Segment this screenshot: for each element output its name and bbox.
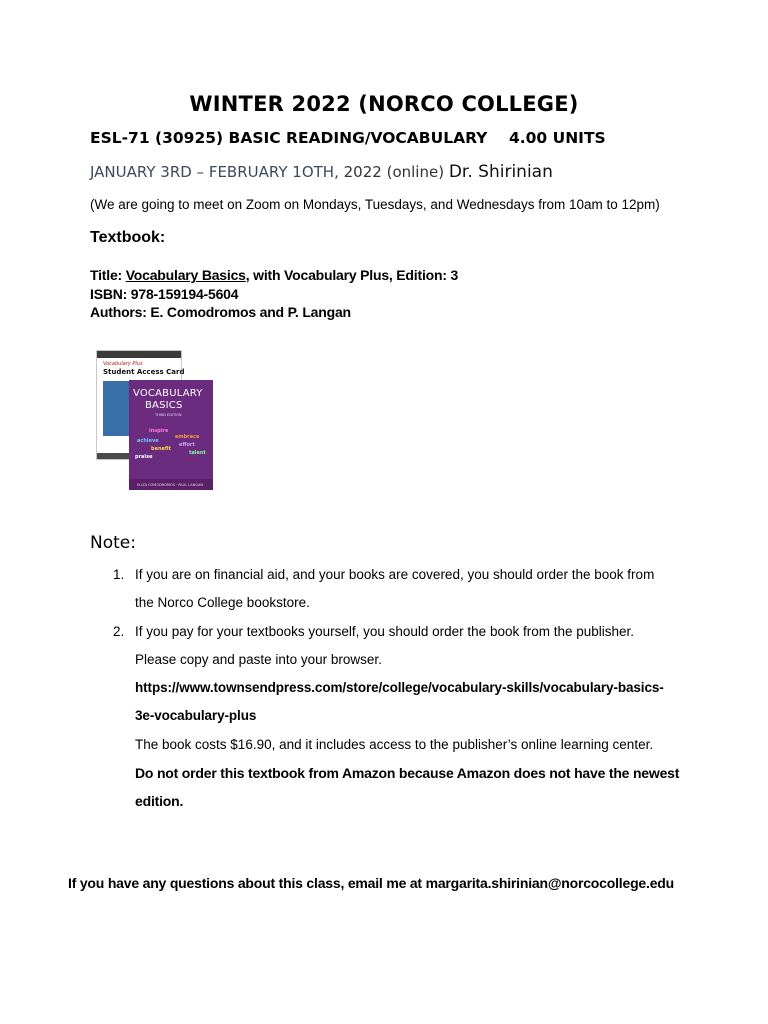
title-label: Title: (90, 267, 126, 283)
meeting-info: (We are going to meet on Zoom on Mondays, Tuesdays, and Wednesdays from 10am to 12pm) (90, 197, 660, 212)
amazon-warning-cont: edition. (135, 793, 184, 809)
page-title: WINTER 2022 (NORCO COLLEGE) (189, 92, 579, 116)
book-title: Vocabulary Basics (125, 267, 246, 283)
instructor-name: Dr. Shirinian (448, 162, 553, 182)
authors-line: Authors: E. Comodromos and P. Langan (90, 304, 351, 320)
cover-word: effort (179, 442, 195, 448)
card-series: Vocabulary Plus (103, 361, 143, 367)
dates-line (90, 162, 553, 182)
cover-title-line2: BASICS (145, 400, 183, 411)
cover-word: talent (189, 450, 206, 456)
list-item-text: the Norco College bookstore. (135, 595, 310, 610)
textbook-title-line (90, 266, 458, 285)
title-rest: , with Vocabulary Plus, Edition: 3 (245, 267, 459, 283)
mode: (online) (386, 163, 445, 181)
card-picture (103, 381, 129, 436)
textbook-info (90, 266, 458, 322)
list-item-text: If you pay for your textbooks yourself, you should order the book from the publisher. (135, 624, 635, 639)
textbook-heading: Textbook: (90, 229, 166, 246)
year: 2022 (343, 163, 382, 181)
list-item-text: If you are on financial aid, and your books are covered, you should order the book from (135, 567, 655, 582)
cover-word: achieve (137, 438, 159, 444)
book-cost: The book costs $16.90, and it includes access to the publisher’s online learning center. (135, 737, 654, 752)
cover-word: benefit (151, 446, 172, 452)
course-line: ESL-71 (30925) BASIC READING/VOCABULARY 4.00 UNITS (90, 129, 606, 147)
list-number: 1. (113, 567, 125, 582)
list-item-text: Please copy and paste into your browser. (135, 652, 382, 667)
date-range: JANUARY 3RD – FEBRUARY 1OTH, (90, 163, 339, 181)
note-heading: Note: (90, 533, 136, 553)
card-title: Student Access Card (103, 368, 185, 376)
cover-authors: ELIZA COMODROMOS · PAUL LANGAN (137, 483, 203, 487)
cover-word: inspire (149, 428, 169, 434)
amazon-warning: Do not order this textbook from Amazon because Amazon does not have the newest (135, 765, 680, 781)
publisher-url-cont: 3e-vocabulary-plus (135, 708, 257, 723)
publisher-url: https://www.townsendpress.com/store/college/vocabulary-skills/vocabulary-basics- (135, 680, 664, 695)
card-top-bar (97, 351, 181, 358)
cover-edition: THIRD EDITION (155, 413, 182, 417)
book-cover-image (129, 380, 213, 490)
cover-title-line1: VOCABULARY (133, 388, 203, 399)
list-number: 2. (113, 624, 125, 639)
cover-word: praise (135, 454, 153, 460)
cover-word: embrace (175, 434, 200, 440)
contact-line: If you have any questions about this class, email me at margarita.shirinian@norcocollege.edu (68, 875, 674, 891)
isbn-line: ISBN: 978-159194-5604 (90, 285, 239, 302)
